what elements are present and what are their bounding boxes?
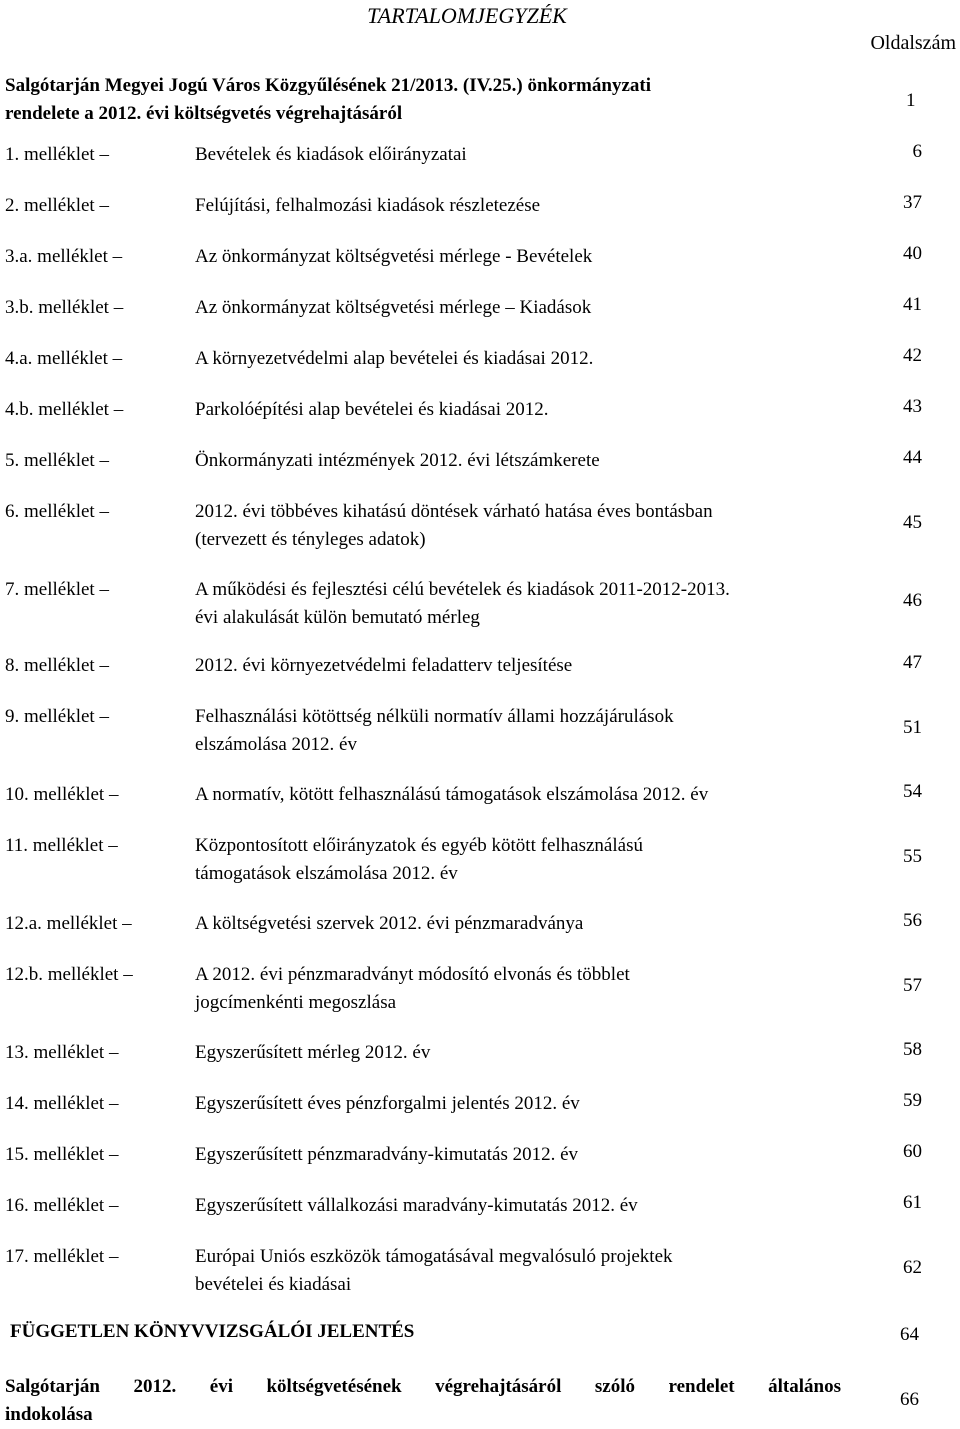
entry-description: bevételei és kiadásai	[195, 1274, 352, 1295]
entry-page-number: 60	[903, 1141, 922, 1162]
final-line-1: Salgótarján 2012. évi költségvetésének végrehajtásáról szóló rendelet általános	[5, 1376, 841, 1397]
entry-label: 7. melléklet –	[5, 579, 109, 600]
entry-label: 1. melléklet –	[5, 144, 109, 165]
entry-description: Önkormányzati intézmények 2012. évi létszámkerete	[195, 450, 600, 471]
entry-description: A 2012. évi pénzmaradványt módosító elvonás és többlet	[195, 964, 630, 985]
entry-label: 11. melléklet –	[5, 835, 118, 856]
entry-page-number: 44	[903, 447, 922, 468]
entry-label: 4.a. melléklet –	[5, 348, 123, 369]
entry-description: elszámolása 2012. év	[195, 734, 357, 755]
entry-description: A környezetvédelmi alap bevételei és kiadásai 2012.	[195, 348, 594, 369]
entry-description: Egyszerűsített éves pénzforgalmi jelentés 2012. év	[195, 1093, 580, 1114]
entry-description: A működési és fejlesztési célú bevételek és kiadások 2011-2012-2013.	[195, 579, 730, 600]
intro-line-2: rendelete a 2012. évi költségvetés végrehajtásáról	[5, 103, 403, 124]
entry-page-number: 45	[903, 512, 922, 533]
entry-page-number: 59	[903, 1090, 922, 1111]
entry-page-number: 41	[903, 294, 922, 315]
entry-label: 6. melléklet –	[5, 501, 109, 522]
entry-page-number: 54	[903, 781, 922, 802]
entry-description: Felújítási, felhalmozási kiadások részletezése	[195, 195, 541, 216]
entry-label: 5. melléklet –	[5, 450, 109, 471]
entry-label: 12.a. melléklet –	[5, 913, 132, 934]
page-title: TARTALOMJEGYZÉK	[367, 3, 567, 28]
entry-label: 2. melléklet –	[5, 195, 109, 216]
entry-page-number: 58	[903, 1039, 922, 1060]
entry-label: 8. melléklet –	[5, 655, 109, 676]
entry-description: Egyszerűsített mérleg 2012. év	[195, 1042, 431, 1063]
entry-label: 9. melléklet –	[5, 706, 109, 727]
entry-page-number: 40	[903, 243, 922, 264]
entry-label: 16. melléklet –	[5, 1195, 119, 1216]
entry-page-number: 57	[903, 975, 922, 996]
entry-description: Az önkormányzat költségvetési mérlege - Bevételek	[195, 246, 593, 267]
entry-label: 15. melléklet –	[5, 1144, 119, 1165]
intro-page-number: 1	[906, 90, 916, 111]
entry-label: 3.b. melléklet –	[5, 297, 124, 318]
entry-page-number: 42	[903, 345, 922, 366]
entry-page-number: 6	[912, 141, 922, 162]
entry-description: Bevételek és kiadások előirányzatai	[195, 144, 467, 165]
entry-description: Központosított előirányzatok és egyéb kötött felhasználású	[195, 835, 643, 856]
final-page-number: 66	[900, 1389, 919, 1410]
entry-label: 13. melléklet –	[5, 1042, 119, 1063]
entry-label: 14. melléklet –	[5, 1093, 119, 1114]
entry-description: A költségvetési szervek 2012. évi pénzmaradványa	[195, 913, 584, 934]
entry-description: 2012. évi környezetvédelmi feladatterv teljesítése	[195, 655, 573, 676]
entry-page-number: 43	[903, 396, 922, 417]
entry-label: 3.a. melléklet –	[5, 246, 123, 267]
auditor-report-label: FÜGGETLEN KÖNYVVIZSGÁLÓI JELENTÉS	[10, 1321, 415, 1342]
intro-line-1: Salgótarján Megyei Jogú Város Közgyűlésének 21/2013. (IV.25.) önkormányzati	[5, 75, 651, 96]
entry-description: 2012. évi többéves kihatású döntések várható hatása éves bontásban	[195, 501, 713, 522]
entry-description: Egyszerűsített vállalkozási maradvány-kimutatás 2012. év	[195, 1195, 638, 1216]
entry-description: támogatások elszámolása 2012. év	[195, 863, 458, 884]
entry-page-number: 37	[903, 192, 922, 213]
entry-page-number: 56	[903, 910, 922, 931]
entry-page-number: 51	[903, 717, 922, 738]
entry-page-number: 47	[903, 652, 922, 673]
entry-description: Parkolóépítési alap bevételei és kiadásai 2012.	[195, 399, 549, 420]
entry-page-number: 55	[903, 846, 922, 867]
entry-description: Európai Uniós eszközök támogatásával megvalósuló projektek	[195, 1246, 673, 1267]
auditor-report-page-number: 64	[900, 1324, 919, 1345]
entry-label: 10. melléklet –	[5, 784, 119, 805]
entry-page-number: 61	[903, 1192, 922, 1213]
entry-description: Egyszerűsített pénzmaradvány-kimutatás 2012. év	[195, 1144, 579, 1165]
page-number-column-header: Oldalszám	[870, 32, 956, 54]
entry-description: Az önkormányzat költségvetési mérlege – Kiadások	[195, 297, 592, 318]
entry-page-number: 62	[903, 1257, 922, 1278]
entry-description: A normatív, kötött felhasználású támogatások elszámolása 2012. év	[195, 784, 709, 805]
entry-label: 12.b. melléklet –	[5, 964, 133, 985]
entry-description: jogcímenkénti megoszlása	[195, 992, 397, 1013]
entry-page-number: 46	[903, 590, 922, 611]
entry-label: 4.b. melléklet –	[5, 399, 124, 420]
entry-description: (tervezett és tényleges adatok)	[195, 529, 426, 550]
entry-description: évi alakulását külön bemutató mérleg	[195, 607, 480, 628]
final-line-2: indokolása	[5, 1404, 93, 1425]
entry-description: Felhasználási kötöttség nélküli normatív állami hozzájárulások	[195, 706, 674, 727]
entry-label: 17. melléklet –	[5, 1246, 119, 1267]
